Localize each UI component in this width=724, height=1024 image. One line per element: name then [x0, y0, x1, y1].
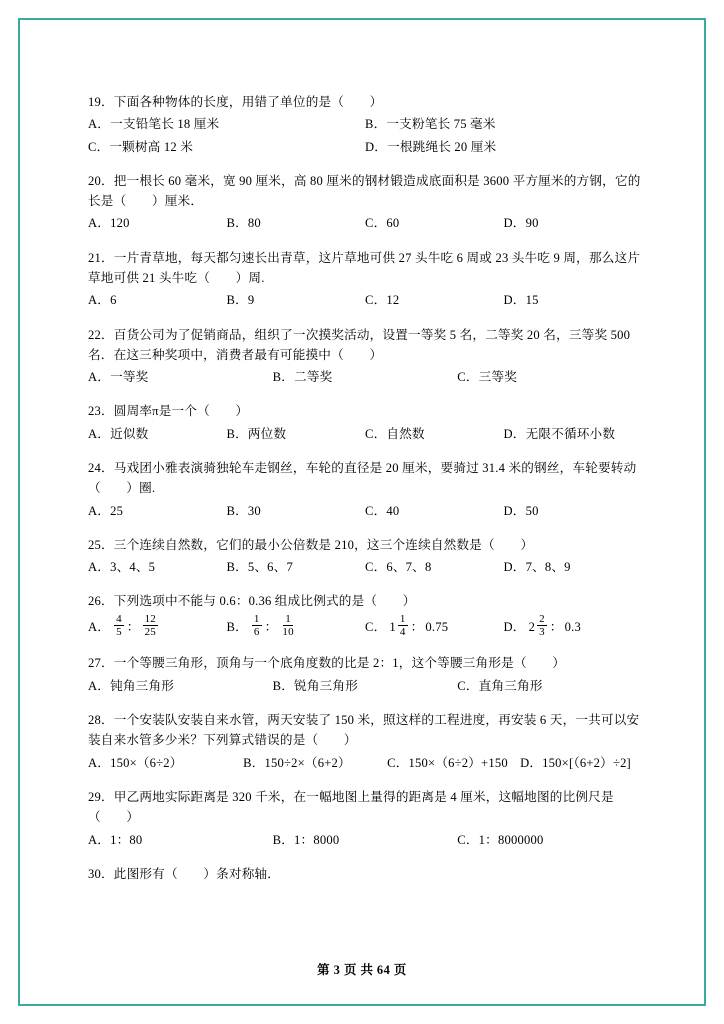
option-d[interactable]: D．150×[（6+2）÷2]	[520, 755, 631, 770]
option-a[interactable]: A．3、4、5	[88, 560, 156, 575]
option-c[interactable]: C．60	[365, 216, 400, 231]
option-b[interactable]: B．1：8000	[272, 832, 340, 847]
option-b[interactable]: B．两位数	[226, 426, 287, 441]
option-list	[88, 614, 642, 640]
question-stem: 20．把一根长 60 毫米，宽 90 厘米，高 80 厘米的钢材锻造成底面积是 3600 平方厘米的方钢，它的长是（ ）厘米．	[88, 173, 641, 209]
option-a[interactable]: A．150×（6÷2）	[88, 755, 183, 770]
question-25	[88, 535, 642, 578]
option-list	[88, 501, 642, 521]
question-stem: 24．马戏团小雅表演骑独轮车走钢丝，车轮的直径是 20 厘米，要骑过 31.4 米的钢丝，车轮要转动（ ）圈.	[88, 460, 637, 496]
question-stem: 28．一个安装队安装自来水管，两天安装了 150 米，照这样的工程进度，再安装 6 天，一共可以安装自来水管多少米？下列算式错误的是（ ）	[88, 712, 640, 748]
question-stem: 30．此图形有（ ）条对称轴．	[88, 866, 281, 881]
option-b[interactable]: B．30	[226, 503, 261, 518]
option-a[interactable]: A．一支铅笔长 18 厘米	[88, 117, 220, 132]
option-d[interactable]: D．无限不循环小数	[503, 426, 616, 441]
fraction: $\frac{12}{25}$	[144, 612, 156, 639]
question-stem: 25．三个连续自然数，它们的最小公倍数是 210，这三个连续自然数是（ ）	[88, 537, 534, 552]
option-value: 0.75	[425, 619, 449, 634]
fraction: $\frac{4}{5}$	[116, 612, 122, 639]
option-a[interactable]: A．一等奖	[88, 370, 149, 385]
option-a[interactable]: A．120	[88, 216, 130, 231]
option-list	[88, 114, 642, 134]
question-26	[88, 591, 642, 639]
ratio-colon: ：	[549, 619, 563, 634]
question-stem: 19．下面各种物体的长度，用错了单位的是（ ）	[88, 95, 383, 109]
ratio-colon: ：	[264, 619, 278, 634]
option-c[interactable]: C．1：8000000	[457, 832, 544, 847]
option-c[interactable]: C．12	[365, 293, 400, 308]
option-list	[88, 424, 642, 444]
option-list	[88, 137, 642, 157]
question-20	[88, 171, 642, 234]
option-c[interactable]: C．150×（6÷2）+150	[387, 755, 508, 770]
page-content	[20, 20, 704, 1004]
option-b[interactable]: B．80	[226, 216, 261, 231]
question-stem: 22．百货公司为了促销商品，组织了一次摸奖活动，设置一等奖 5 名，二等奖 20 名，三等奖 500 名．在这三种奖项中，消费者最有可能摸中（ ）	[88, 327, 631, 362]
question-stem: 23．圆周率π是一个（ ）	[88, 404, 249, 419]
option-a[interactable]: A．6	[88, 293, 117, 308]
question-28	[88, 710, 642, 773]
option-b[interactable]: B．9	[226, 293, 255, 308]
option-label: C．	[365, 619, 387, 634]
option-list	[88, 830, 642, 850]
option-a[interactable]: A．近似数	[88, 426, 149, 441]
ratio-colon: ：	[410, 619, 424, 634]
option-list	[88, 676, 642, 696]
option-list	[88, 213, 642, 233]
option-b[interactable]: B．一支粉笔长 75 毫米	[365, 117, 496, 132]
option-b[interactable]: B．5、6、7	[226, 560, 293, 575]
question-23	[88, 401, 642, 444]
page-footer: 第 3 页 共 64 页	[317, 963, 407, 977]
option-c[interactable]: C．一颗树高 12 米	[88, 139, 194, 154]
option-a[interactable]: A．1：80	[88, 832, 143, 847]
fraction: $\frac{2}{3}$	[539, 612, 545, 639]
option-c[interactable]: C．三等奖	[457, 370, 518, 385]
option-d[interactable]: D．7、8、9	[503, 560, 571, 575]
question-30	[88, 864, 642, 884]
option-list	[88, 290, 642, 310]
fraction: $\frac{1}{4}$	[399, 612, 406, 639]
option-list	[88, 557, 642, 577]
option-a[interactable]	[88, 614, 227, 640]
mixed-number: 1 $\frac{1}{4}$	[389, 612, 406, 639]
question-29	[88, 787, 642, 850]
option-b[interactable]: B．二等奖	[272, 370, 333, 385]
fraction: $\frac{1}{10}$	[282, 612, 294, 639]
option-b[interactable]: B．锐角三角形	[272, 678, 359, 693]
question-stem: 21．一片青草地，每天都匀速长出青草，这片草地可供 27 头牛吃 6 周或 23 头牛吃 9 周，那么这片草地可供 21 头牛吃（ ）周.	[88, 250, 641, 285]
option-b[interactable]	[227, 614, 366, 640]
option-value: 0.3	[564, 619, 581, 634]
option-c[interactable]: C．直角三角形	[457, 678, 543, 693]
question-stem: 29．甲乙两地实际距离是 320 千米，在一幅地图上量得的距离是 4 厘米，这幅地图的比例尺是（ ）	[88, 789, 614, 825]
ratio-colon: ：	[126, 619, 140, 634]
option-a[interactable]: A．25	[88, 503, 124, 518]
option-d[interactable]: D．15	[503, 293, 539, 308]
question-19	[88, 92, 642, 157]
option-c[interactable]: C．6、7、8	[365, 560, 432, 575]
option-d[interactable]: D．一根跳绳长 20 厘米	[365, 139, 497, 154]
option-label: A．	[88, 619, 111, 634]
option-list	[88, 753, 642, 773]
question-27	[88, 653, 642, 696]
option-c[interactable]: C．自然数	[365, 426, 425, 441]
option-b[interactable]: B．150÷2×（6+2）	[243, 755, 351, 770]
question-stem: 26．下列选项中不能与 0.6：0.36 组成比例式的是（ ）	[88, 594, 416, 609]
option-list	[88, 367, 642, 387]
question-22	[88, 325, 642, 388]
option-a[interactable]: A．钝角三角形	[88, 678, 175, 693]
question-stem: 27．一个等腰三角形，顶角与一个底角度数的比是 2：1，这个等腰三角形是（ ）	[88, 656, 566, 671]
question-24	[88, 458, 642, 521]
option-c[interactable]: C．40	[365, 503, 400, 518]
option-d[interactable]	[504, 614, 643, 640]
option-d[interactable]: D．50	[503, 503, 539, 518]
question-21	[88, 248, 642, 311]
page-border	[18, 18, 706, 1006]
fraction: $\frac{1}{6}$	[253, 612, 260, 639]
mixed-number: 2 $\frac{2}{3}$	[528, 612, 545, 639]
option-label: B．	[226, 619, 248, 634]
option-d[interactable]: D．90	[503, 216, 539, 231]
option-c[interactable]	[365, 614, 504, 640]
option-label: D．	[503, 619, 526, 634]
